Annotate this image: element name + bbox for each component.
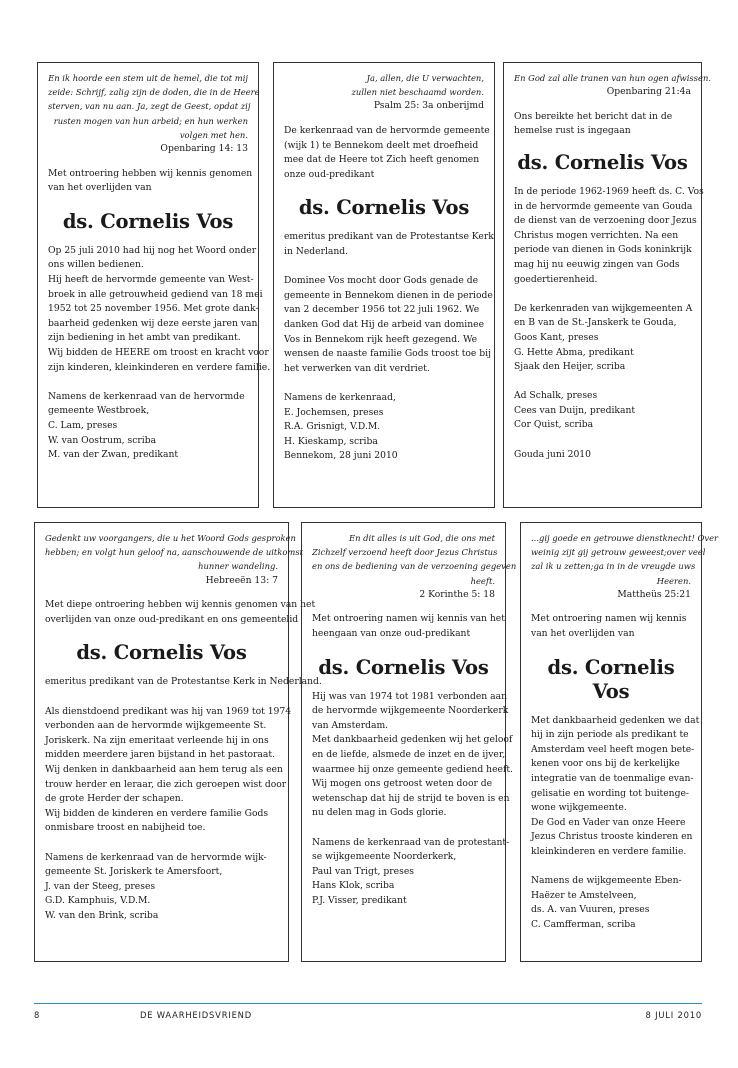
body-line: Haëzer te Amstelveen, <box>531 889 637 901</box>
body-line: wetenschap dat hij de strijd te boven is en <box>312 792 510 804</box>
verse-line: En dit alles is uit God, die ons met <box>349 533 495 543</box>
body-line: C. Camfferman, scriba <box>531 918 636 930</box>
body-line: Namens de kerkenraad, <box>284 391 396 403</box>
body-line: zijn bediening in het ambt van predikant. <box>48 332 241 344</box>
body-line: van 2 december 1956 tot 22 juli 1962. We <box>284 304 480 316</box>
deceased-name: ds. Cornelis Vos <box>62 209 234 233</box>
body-line: Cor Quist, scriba <box>514 419 594 431</box>
body-line: Wij bidden de kinderen en verdere familie Gods <box>45 807 269 819</box>
body-line: Bennekom, 28 juni 2010 <box>284 450 398 462</box>
body-line: emeritus predikant van de Protestantse Kerk in Nederland. <box>45 676 322 688</box>
scripture-verse <box>45 531 303 574</box>
intro-line: van het overlijden van <box>48 182 152 194</box>
body-line: De kerkenraden van wijkgemeenten A <box>514 302 693 314</box>
deceased-name: ds. Cornelis Vos <box>318 655 489 679</box>
deceased-name: ds. Cornelis Vos <box>76 641 247 665</box>
body-line: kenen voor ons bij de kerkelijke <box>531 758 680 770</box>
body-line: kleinkinderen en verdere familie. <box>531 845 687 857</box>
body-line: wone wijkgemeente. <box>531 802 627 814</box>
body-line: Vos in Bennekom rijk heeft gezegend. We <box>284 333 478 345</box>
body-text <box>514 185 704 462</box>
body-line: broek in alle getrouwheid gediend van 18 mei <box>48 288 263 300</box>
intro-line: Met diepe ontroering hebben wij kennis genomen van het <box>45 599 316 611</box>
body-text <box>284 230 494 464</box>
body-line: Namens de kerkenraad van de hervormde <box>48 390 245 402</box>
body-line: Met dankbaarheid gedenken we dat <box>531 714 700 726</box>
body-line: Goos Kant, preses <box>514 331 599 343</box>
body-line: goedertierenheid. <box>514 273 598 285</box>
body-line: Cees van Duijn, predikant <box>514 404 636 416</box>
body-line: waarmee hij onze gemeente gediend heeft. <box>312 763 513 775</box>
verse-line: Gedenkt uw voorgangers, die u het Woord Gods gesproken <box>45 533 296 543</box>
intro-line: onze oud-predikant <box>284 168 375 180</box>
body-line: Hij was van 1974 tot 1981 verbonden aan <box>312 690 508 702</box>
body-line: hij in zijn periode als predikant te <box>531 729 689 741</box>
intro-text <box>45 598 316 627</box>
body-line: baarheid gedenken wij deze eerste jaren van <box>48 317 258 329</box>
body-line: Wij bidden de HEERE om troost en kracht voor <box>48 346 269 358</box>
verse-line: zal ik u zetten;ga in in de vreugde uws <box>531 561 696 572</box>
body-line: R.A. Grisnigt, V.D.M. <box>284 421 381 433</box>
verse-line: En ik hoorde een stem uit de hemel, die tot mij <box>48 73 248 83</box>
body-line: Joriskerk. Na zijn emeritaat verleende hij in ons <box>45 734 269 746</box>
body-line: midden meerdere jaren bijstand in het pastoraat. <box>45 749 275 761</box>
obituary-ad-amersfoort <box>34 522 322 962</box>
body-line: Namens de kerkenraad van de protestant- <box>312 836 510 848</box>
body-line <box>514 287 691 302</box>
obituary-ad-westbroek <box>37 62 271 508</box>
body-line: M. van der Zwan, predikant <box>48 449 179 461</box>
body-line: Ad Schalk, preses <box>514 390 598 402</box>
body-line: mag hij nu eeuwig zingen van Gods <box>514 258 680 270</box>
body-line: zijn kinderen, kleinkinderen en verdere familie. <box>48 361 271 373</box>
footer-rule <box>34 1003 702 1004</box>
body-line: emeritus predikant van de Protestantse Kerk <box>284 231 494 243</box>
body-line: Namens de wijkgemeente Eben- <box>531 875 682 887</box>
verse-line: Zichzelf verzoend heeft door Jezus Christus <box>312 547 498 558</box>
verse-line: weinig zijt gij getrouw geweest;over veel <box>531 547 706 558</box>
body-text <box>531 714 700 933</box>
body-line: W. van Oostrum, scriba <box>48 434 157 446</box>
body-line: Christus mogen verrichten. Na een <box>514 229 679 241</box>
body-line: 1952 tot 25 november 1956. Met grote dank- <box>48 303 259 315</box>
body-text <box>312 690 513 909</box>
body-line: P.J. Visser, predikant <box>312 894 407 906</box>
body-line: G.D. Kamphuis, V.D.M. <box>45 895 151 907</box>
intro-line: hemelse rust is ingegaan <box>514 125 631 137</box>
verse-line: hebben; en volgt hun geloof na, aanschouwende de uitkomst <box>45 547 303 558</box>
intro-line: Ons bereikte het bericht dat in de <box>514 110 673 122</box>
body-line: Wij denken in dankbaarheid aan hem terug als een <box>45 763 283 775</box>
body-line: wensen de naaste familie Gods troost toe bij <box>284 348 491 360</box>
scripture-reference: Psalm 25: 3a onberijmd <box>373 100 484 112</box>
intro-text <box>514 110 691 139</box>
deceased-name: ds. Cornelis Vos <box>517 150 688 174</box>
body-line: gemeente in Bennekom dienen in de periode <box>284 289 493 301</box>
page-number: 8 <box>34 1010 41 1020</box>
scripture-verse <box>514 71 711 85</box>
intro-line: van het overlijden van <box>531 628 635 639</box>
body-line: ds. A. van Vuuren, preses <box>531 904 650 916</box>
intro-text <box>48 167 253 196</box>
intro-line: Met ontroering hebben wij kennis genomen <box>48 167 253 179</box>
body-line: gelisatie en wording tot buitenge- <box>531 787 690 799</box>
verse-line: Heeren. <box>656 575 691 586</box>
body-line: Hij heeft de hervormde gemeente van West- <box>48 273 254 285</box>
body-line <box>45 690 278 705</box>
scripture-verse <box>284 71 484 99</box>
verse-line: zeide: Schrijf, zalig zijn de doden, die in de Heere <box>48 87 260 98</box>
body-line <box>284 260 484 275</box>
scripture-verse <box>48 71 260 142</box>
deceased-name: ds. Cornelis Vos <box>547 655 675 703</box>
body-line: en B van de St.-Janskerk te Gouda, <box>514 317 677 329</box>
intro-text <box>531 612 691 641</box>
intro-line: De kerkenraad van de hervormde gemeente <box>284 125 490 136</box>
body-text <box>45 675 322 923</box>
body-line: ons willen bedienen. <box>48 259 144 271</box>
body-line: C. Lam, preses <box>48 419 118 431</box>
issue-date: 8 JULI 2010 <box>645 1010 702 1020</box>
body-line: en de liefde, alsmede de inzet en de ijver, <box>312 748 506 760</box>
body-line <box>531 860 691 875</box>
body-line: van Amsterdam. <box>312 719 389 731</box>
body-line: in Nederland. <box>284 245 349 257</box>
body-line <box>48 375 248 390</box>
body-line: E. Jochemsen, preses <box>284 406 384 418</box>
publication-name: DE WAARHEIDSVRIEND <box>140 1010 252 1020</box>
body-line <box>514 433 691 448</box>
body-line: de dienst van de verzoening door Jezus <box>514 215 697 227</box>
intro-line: heengaan van onze oud-predikant <box>312 628 471 639</box>
scripture-reference: Openbaring 14: 13 <box>160 143 248 155</box>
intro-line: Met ontroering namen wij kennis van het <box>312 613 505 625</box>
body-line: periode van dienen in Gods koninkrijk <box>514 244 692 256</box>
body-line: nu delen mag in Gods glorie. <box>312 807 447 819</box>
scripture-reference: 2 Korinthe 5: 18 <box>419 588 495 600</box>
body-line <box>45 836 278 851</box>
verse-line: volgen met hen. <box>179 129 248 140</box>
body-line: Op 25 juli 2010 had hij nog het Woord onder <box>48 244 257 256</box>
body-line: Hans Klok, scriba <box>312 880 395 892</box>
body-line <box>514 375 691 390</box>
body-line: Jezus Christus trooste kinderen en <box>531 831 693 843</box>
intro-line: mee dat de Heere tot Zich heeft genomen <box>284 154 480 166</box>
body-line: Paul van Trigt, preses <box>312 865 414 877</box>
body-line: Gouda juni 2010 <box>514 448 591 460</box>
verse-line: En God zal alle tranen van hun ogen afwissen. <box>514 73 711 83</box>
verse-line: en ons de bediening van de verzoening gegeven <box>312 561 517 572</box>
scripture-reference: Openbaring 21:4a <box>606 86 691 98</box>
body-line: H. Kieskamp, scriba <box>284 435 378 447</box>
body-line: In de periode 1962-1969 heeft ds. C. Vos <box>514 185 704 197</box>
body-line <box>312 821 495 836</box>
body-line: in de hervormde gemeente van Gouda <box>514 200 693 212</box>
body-line: het verwerken van dit verdriet. <box>284 362 430 374</box>
body-line: Als dienstdoend predikant was hij van 1969 tot 1974 <box>45 705 292 717</box>
body-line: De God en Vader van onze Heere <box>531 816 686 828</box>
body-line: gemeente St. Joriskerk te Amersfoort, <box>45 866 223 878</box>
scripture-reference: Mattheüs 25:21 <box>617 588 691 600</box>
body-line: gemeente Westbroek, <box>48 405 150 417</box>
body-line: J. van der Steeg, preses <box>45 880 156 892</box>
verse-line: heeft. <box>470 575 495 586</box>
intro-line: overlijden van onze oud-predikant en ons gemeentelid <box>45 613 299 625</box>
obituary-ad-noorderkerk <box>301 522 517 962</box>
body-line: trouw herder en leraar, die zich geroepen wist door <box>45 778 287 790</box>
verse-line: ...gij goede en getrouwe dienstknecht! Over <box>531 533 719 543</box>
obituary-ad-bennekom <box>273 62 495 508</box>
body-line: Amsterdam veel heeft mogen bete- <box>531 743 695 755</box>
body-line: se wijkgemeente Noorderkerk, <box>312 851 457 863</box>
body-line: Met dankbaarheid gedenken wij het geloof <box>312 734 513 746</box>
intro-line: (wijk 1) te Bennekom deelt met droefheid <box>284 139 479 151</box>
obituary-ad-gouda <box>503 62 711 508</box>
intro-line: Met ontroering namen wij kennis <box>531 613 687 625</box>
scripture-verse <box>531 531 719 588</box>
verse-line: Ja, allen, die U verwachten, <box>366 73 484 83</box>
body-text <box>48 244 271 463</box>
verse-line: hunner wandeling. <box>198 561 278 572</box>
body-line: Sjaak den Heijer, scriba <box>514 361 626 373</box>
deceased-name: ds. Cornelis Vos <box>298 196 470 220</box>
body-line: danken God dat Hij de arbeid van dominee <box>284 318 485 330</box>
body-line: de grote Herder der schapen. <box>45 793 184 805</box>
intro-text <box>284 124 490 182</box>
scripture-reference: Hebreeën 13: 7 <box>205 574 278 586</box>
body-line: onmisbare troost en nabijheid toe. <box>45 822 206 834</box>
body-line: G. Hette Abma, predikant <box>514 346 634 358</box>
verse-line: zullen niet beschaamd worden. <box>351 87 484 98</box>
body-line: verbonden aan de hervormde wijkgemeente St. <box>45 720 267 732</box>
body-line: de hervormde wijkgemeente Noorderkerk <box>312 705 509 717</box>
body-line: Namens de kerkenraad van de hervormde wijk- <box>45 851 267 863</box>
intro-text <box>312 612 505 641</box>
body-line: Dominee Vos mocht door Gods genade de <box>284 275 479 287</box>
verse-line: rusten mogen van hun arbeid; en hun werken <box>53 115 248 126</box>
body-line: W. van den Brink, scriba <box>45 909 159 921</box>
body-line: Wij mogen ons getroost weten door de <box>312 778 493 790</box>
scripture-verse <box>312 531 517 588</box>
obituary-ad-amstelveen <box>520 522 719 962</box>
verse-line: sterven, van nu aan. Ja, zegt de Geest, opdat zij <box>48 101 251 112</box>
body-line <box>284 376 484 391</box>
body-line: integratie van de toenmalige evan- <box>531 772 694 784</box>
